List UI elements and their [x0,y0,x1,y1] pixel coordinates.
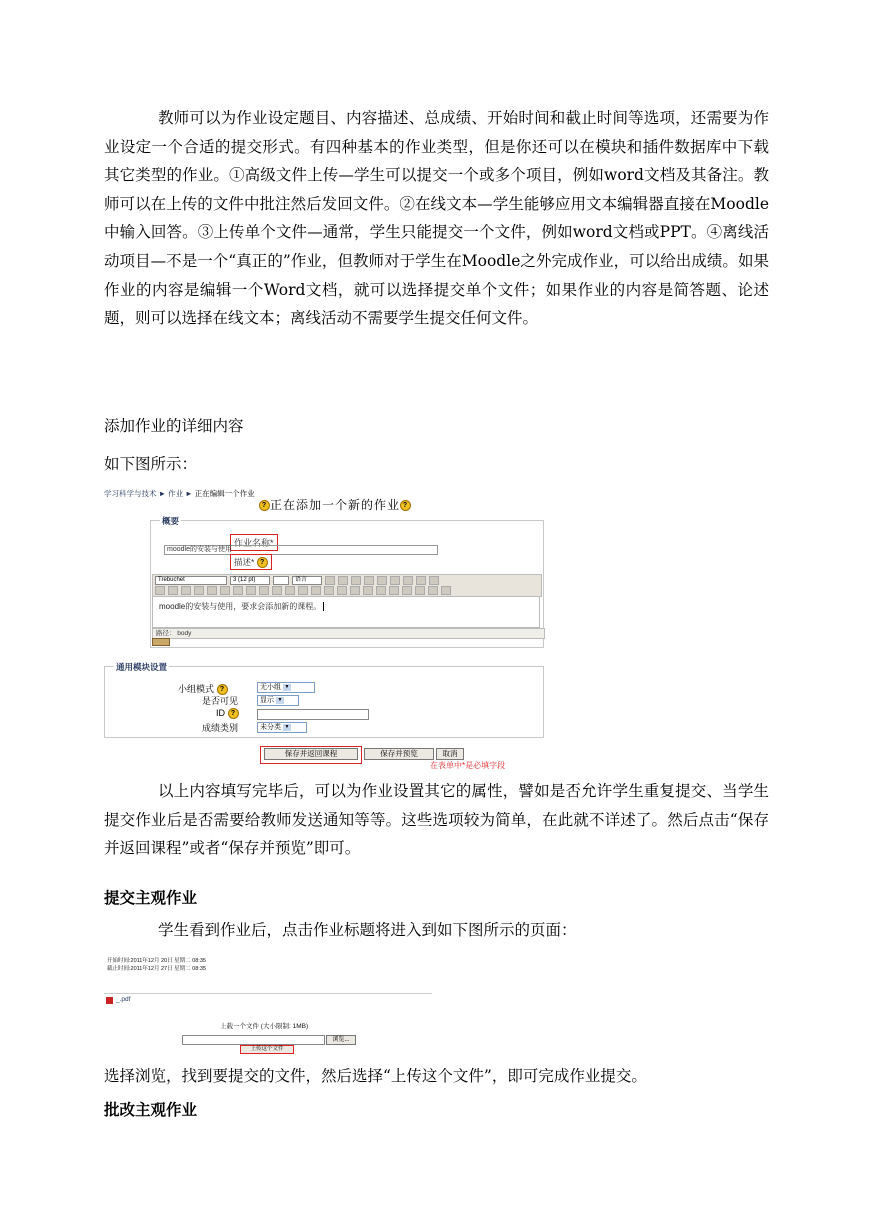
description-label [230,554,272,570]
submit-assignment-screenshot [104,951,432,1055]
clean-button[interactable] [403,576,413,585]
chevron-down-icon: ▼ [277,696,283,703]
end-time: 截止时间:2011年12月 27日 星期二 08:35 [107,966,206,972]
id-label-text: ID [216,708,225,718]
group-mode-label-text: 小组模式 [178,684,215,694]
description-editor[interactable] [152,596,540,628]
table-button[interactable] [376,586,386,595]
divider [104,993,432,994]
smiley-button[interactable] [389,586,399,595]
align-right-button[interactable] [181,586,191,595]
italic-button[interactable] [338,576,348,585]
pdf-file-link[interactable]: _.pdf [116,996,131,1003]
id-label [216,708,239,719]
indent-button[interactable] [272,586,282,595]
file-input[interactable] [182,1035,325,1045]
pdf-icon [106,997,113,1004]
editor-path: 路径： body [152,628,545,639]
cancel-button[interactable]: 取消 [436,748,464,760]
align-left-button[interactable] [155,586,165,595]
link-button[interactable] [337,586,347,595]
ltr-button[interactable] [207,586,217,595]
common-settings-legend: 通用模块设置 [116,662,168,672]
chevron-down-icon: ▼ [284,723,290,730]
lang-select[interactable]: 语言 [292,576,322,585]
page-title-text: 正在添加一个新的作业 [270,498,401,512]
align-center-button[interactable] [168,586,178,595]
grade-category-select[interactable] [257,722,307,733]
id-input[interactable] [257,709,369,720]
breadcrumb-path[interactable]: 学习科学与技术 ► 作业 ► [104,489,195,498]
anchor-button[interactable] [324,586,334,595]
special-char-button[interactable] [415,586,425,595]
undo-button[interactable] [416,576,426,585]
outdent-button[interactable] [259,586,269,595]
chevron-down-icon: ▼ [284,683,290,690]
save-return-button[interactable]: 保存并返回课程 [264,748,358,760]
overview-legend: 概要 [162,516,180,526]
ordered-list-button[interactable] [233,586,243,595]
add-assignment-screenshot [104,488,542,773]
breadcrumb-current: 正在编辑一个作业 [194,489,255,498]
help-icon[interactable]: ? [400,500,411,511]
upload-file-button[interactable]: 上传这个文件 [240,1045,294,1054]
bg-color-button[interactable] [298,586,308,595]
grade-category-label: 成绩类别 [202,723,239,733]
font-select[interactable]: Trebuchet [155,576,227,585]
start-time: 开始时间:2011年12月 20日 星期二 08:35 [107,958,206,964]
upload-label: 上载一个文件 (大小限制: 1MB) [220,1023,309,1030]
text-color-button[interactable] [285,586,295,595]
student-view-line: 学生看到作业后，点击作业标题将进入到如下图所示的页面： [158,921,577,939]
help-icon[interactable]: ? [228,708,239,719]
required-note: 在表单中*是必填字段 [430,761,506,770]
resize-icon[interactable] [152,638,170,646]
unordered-list-button[interactable] [246,586,256,595]
hr-button[interactable] [311,586,321,595]
help-icon[interactable]: ? [217,684,228,695]
choose-browse-line: 选择浏览，找到要提交的文件，然后选择“上传这个文件”，即可完成作业提交。 [104,1067,647,1085]
visible-label: 是否可见 [202,696,239,706]
description-label-text: 描述* [234,557,255,567]
group-mode-select[interactable] [257,682,315,693]
visible-value: 显示 [260,697,274,704]
html-button[interactable] [428,586,438,595]
editor-text: moodle的安装与使用，要求会添加新的课程。 [159,602,322,611]
common-settings-fieldset [104,666,544,738]
subscript-button[interactable] [377,576,387,585]
assignment-name-input[interactable]: moodle的安装与使用 [164,545,438,555]
visible-select[interactable] [257,695,299,706]
grade-category-value: 未分类 [260,724,281,731]
superscript-button[interactable] [390,576,400,585]
unlink-button[interactable] [350,586,360,595]
help-icon[interactable]: ? [257,557,268,568]
add-detail-line: 添加作业的详细内容 [104,417,244,435]
help-icon[interactable]: ? [259,500,270,511]
image-button[interactable] [363,586,373,595]
heading-grade: 批改主观作业 [104,1101,198,1119]
save-preview-button[interactable]: 保存并预览 [364,748,434,760]
fullscreen-button[interactable] [441,586,451,595]
editor-toolbar [152,574,542,597]
rtl-button[interactable] [220,586,230,595]
after-fill-paragraph: 以上内容填写完毕后，可以为作业设置其它的属性，譬如是否允许学生重复提交、当学生提交作业后是否需要给教师发送通知等等。这些选项较为简单，在此就不详述了。然后点击“保存并返回课程”或者“保存并预览”即可。 [104,782,769,858]
search-button[interactable] [402,586,412,595]
strike-button[interactable] [364,576,374,585]
assignment-name-label: 作业名称* [230,534,278,551]
justify-button[interactable] [194,586,204,595]
style-select[interactable] [273,576,289,585]
underline-button[interactable] [351,576,361,585]
assignment-dates [107,957,206,973]
browse-button[interactable]: 浏览... [326,1035,356,1045]
heading-submit: 提交主观作业 [104,889,198,907]
intro-paragraph: 教师可以为作业设定题目、内容描述、总成绩、开始时间和截止时间等选项，还需要为作业设定一个合适的提交形式。有四种基本的作业类型，但是你还可以在模块和插件数据库中下载其它类型的作业。①高级文件上传—学生可以提交一个或多个项目，例如word文档及其备注。教师可以在上传的文件中批注然后发回文件。②在线文本—学生能够应用文本编辑器直接在Moodle中输入回答。③上传单个文件—通常，学生只能提交一个文件，例如word文档或PPT。④离线活动项目—不是一个“真正的”作业，但教师对于学生在Moodle之外完成作业，可以给出成绩。如果作业的内容是编辑一个Word文档，就可以选择提交单个文件；如果作业的内容是简答题、论述题，则可以选择在线文本；离线活动不需要学生提交任何文件。 [104,109,769,328]
group-mode-value: 无小组 [260,684,281,691]
as-shown-line: 如下图所示： [104,455,198,473]
redo-button[interactable] [429,576,439,585]
page-title [259,496,411,513]
size-select[interactable]: 3 (12 pt) [230,576,270,585]
bold-button[interactable] [325,576,335,585]
